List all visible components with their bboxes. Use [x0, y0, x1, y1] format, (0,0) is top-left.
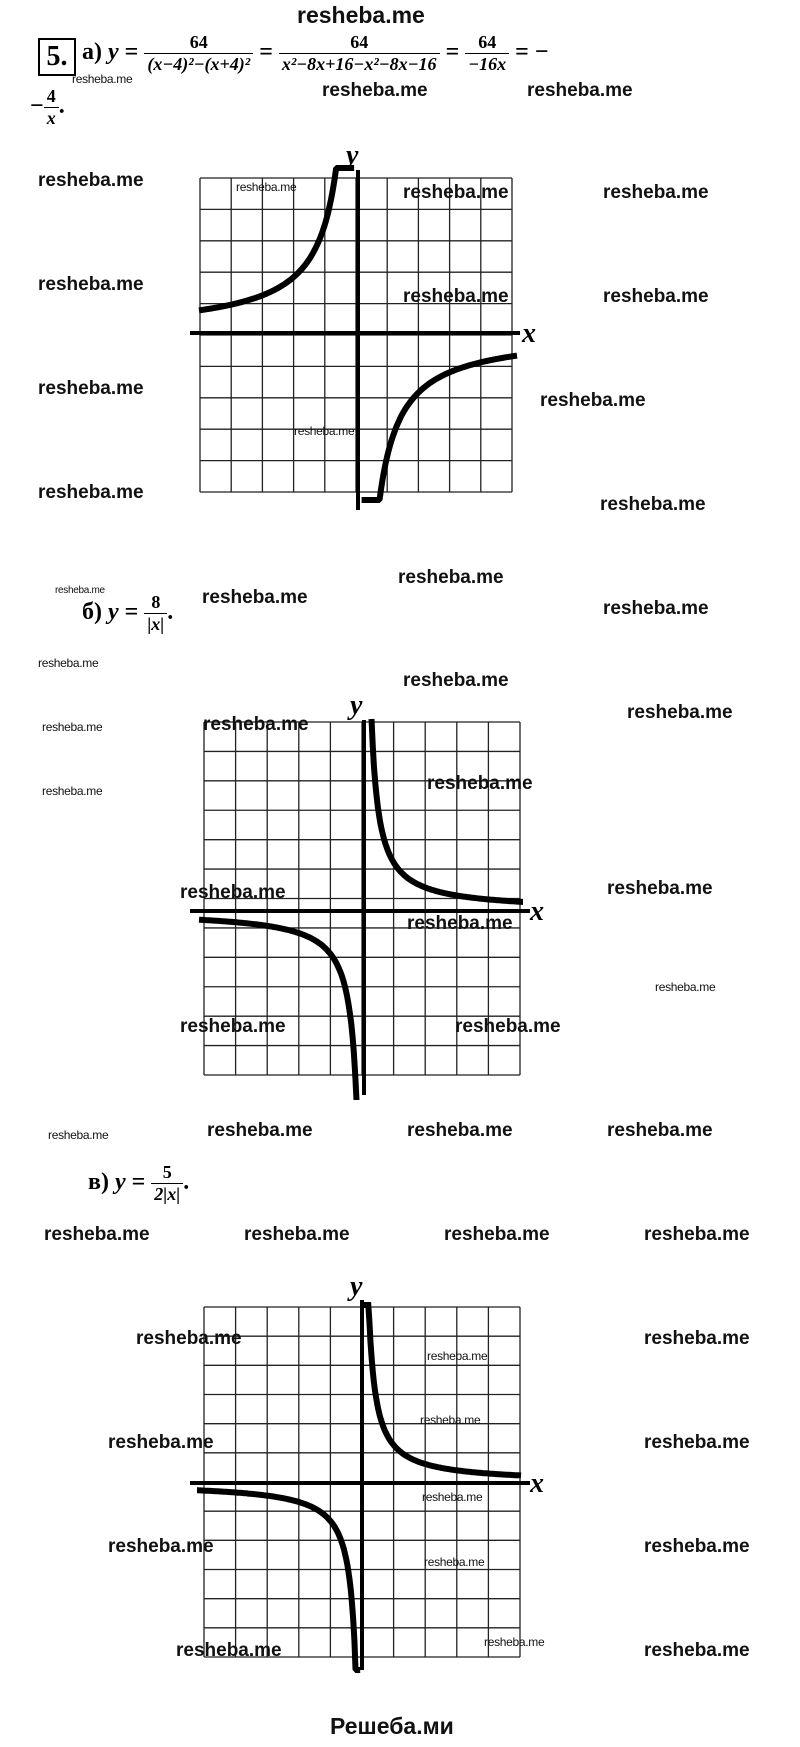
watermark: resheba.me [644, 1432, 750, 1453]
watermark: resheba.me [407, 913, 513, 934]
watermark: resheba.me [444, 1224, 550, 1245]
watermark: resheba.me [603, 182, 709, 203]
graph-b-y-label: y [350, 690, 363, 721]
fraction-3 [465, 32, 509, 75]
watermark: resheba.me [236, 180, 297, 194]
watermark: resheba.me [484, 1635, 545, 1649]
fraction-c-numerator: 5 [162, 1162, 172, 1182]
watermark: resheba.me [603, 286, 709, 307]
equation-b [82, 592, 173, 635]
watermark: resheba.me [398, 567, 504, 588]
equals-minus: = − [515, 39, 549, 66]
watermark: resheba.me [403, 182, 509, 203]
fraction-c-denominator: 2|x| [151, 1183, 183, 1205]
fraction-c [151, 1162, 183, 1205]
watermark: resheba.me [136, 1328, 242, 1349]
watermark: resheba.me [422, 1490, 483, 1504]
watermark: resheba.me [600, 494, 706, 515]
watermark: resheba.me [420, 1413, 481, 1427]
equals-sign: = [445, 39, 460, 66]
part-c-letter: в) [88, 1169, 109, 1196]
period: . [167, 599, 174, 626]
period: . [183, 1169, 190, 1196]
watermark: resheba.me [203, 714, 309, 735]
equation-a-continued [30, 86, 65, 129]
watermark: resheba.me [655, 980, 716, 994]
watermark: resheba.me [38, 170, 144, 191]
fraction-1 [144, 32, 253, 75]
fraction-1-denominator: (x−4)²−(x+4)² [144, 53, 253, 75]
equals-sign: = [124, 599, 139, 626]
graph-a-x-label: x [522, 318, 536, 349]
graph-c-y-label: y [350, 1271, 363, 1302]
equals-sign: = [259, 39, 273, 66]
watermark: resheba.me [48, 1128, 109, 1142]
graph-b-x-label: x [530, 896, 544, 927]
equals-sign: = [131, 1169, 146, 1196]
graph-b-branch-left [199, 920, 357, 1100]
graph-a-branch-right [362, 356, 517, 500]
part-b-y: y [108, 599, 119, 626]
watermark: resheba.me [627, 702, 733, 723]
fraction-1-numerator: 64 [189, 32, 208, 52]
footer-brand: Решеба.ми [330, 1713, 454, 1739]
equation-c [88, 1162, 189, 1205]
fraction-4-denominator: x [44, 107, 59, 129]
fraction-4 [44, 86, 59, 129]
watermark: resheba.me [403, 286, 509, 307]
minus-sign: − [30, 93, 44, 120]
watermark: resheba.me [607, 878, 713, 899]
watermark: resheba.me [294, 424, 355, 438]
watermark: resheba.me [202, 587, 308, 608]
watermark: resheba.me [644, 1224, 750, 1245]
watermark: resheba.me [42, 720, 103, 734]
watermark: resheba.me [44, 1224, 150, 1245]
watermark: resheba.me [38, 378, 144, 399]
watermark: resheba.me [72, 72, 133, 86]
watermark: resheba.me [176, 1640, 282, 1661]
equals-sign: = [124, 39, 139, 66]
watermark: resheba.me [55, 585, 105, 596]
watermark: resheba.me [38, 274, 144, 295]
watermark: resheba.me [607, 1120, 713, 1141]
fraction-3-numerator: 64 [478, 32, 497, 52]
watermark: resheba.me [108, 1432, 214, 1453]
watermark: resheba.me [427, 773, 533, 794]
problem-number: 5. [38, 38, 76, 76]
graph-a-y-label: y [346, 140, 359, 171]
fraction-b [144, 592, 167, 635]
period: . [58, 93, 65, 120]
watermark: resheba.me [540, 390, 646, 411]
equation-a [82, 32, 549, 75]
part-a-y: y [108, 39, 119, 66]
watermark: resheba.me [407, 1120, 513, 1141]
watermark: resheba.me [180, 1016, 286, 1037]
part-c-y: y [114, 1169, 126, 1196]
fraction-b-denominator: |x| [144, 613, 167, 635]
fraction-2-numerator: 64 [350, 32, 369, 52]
watermark: resheba.me [427, 1349, 488, 1363]
watermark: resheba.me [207, 1120, 313, 1141]
part-a-letter: а) [82, 39, 102, 66]
watermark: resheba.me [644, 1536, 750, 1557]
fraction-2-denominator: x²−8x+16−x²−8x−16 [279, 53, 440, 75]
watermark: resheba.me [38, 656, 99, 670]
watermark: resheba.me [403, 670, 509, 691]
watermark: resheba.me [603, 598, 709, 619]
watermark-top: resheba.me [297, 2, 425, 28]
graph-c-branch-right [364, 1305, 521, 1476]
fraction-b-numerator: 8 [151, 592, 161, 612]
watermark: resheba.me [527, 80, 633, 101]
watermark: resheba.me [42, 784, 103, 798]
fraction-4-numerator: 4 [46, 86, 56, 106]
fraction-2 [279, 32, 440, 75]
fraction-3-denominator: −16x [465, 53, 509, 75]
watermark: resheba.me [322, 80, 428, 101]
watermark: resheba.me [424, 1555, 485, 1569]
watermark: resheba.me [38, 482, 144, 503]
graph-c-x-label: x [530, 1468, 544, 1499]
part-b-letter: б) [82, 599, 102, 626]
graph-c [190, 1265, 550, 1675]
watermark: resheba.me [180, 882, 286, 903]
watermark: resheba.me [108, 1536, 214, 1557]
watermark: resheba.me [244, 1224, 350, 1245]
watermark: resheba.me [455, 1016, 561, 1037]
watermark: resheba.me [644, 1328, 750, 1349]
watermark: resheba.me [644, 1640, 750, 1661]
